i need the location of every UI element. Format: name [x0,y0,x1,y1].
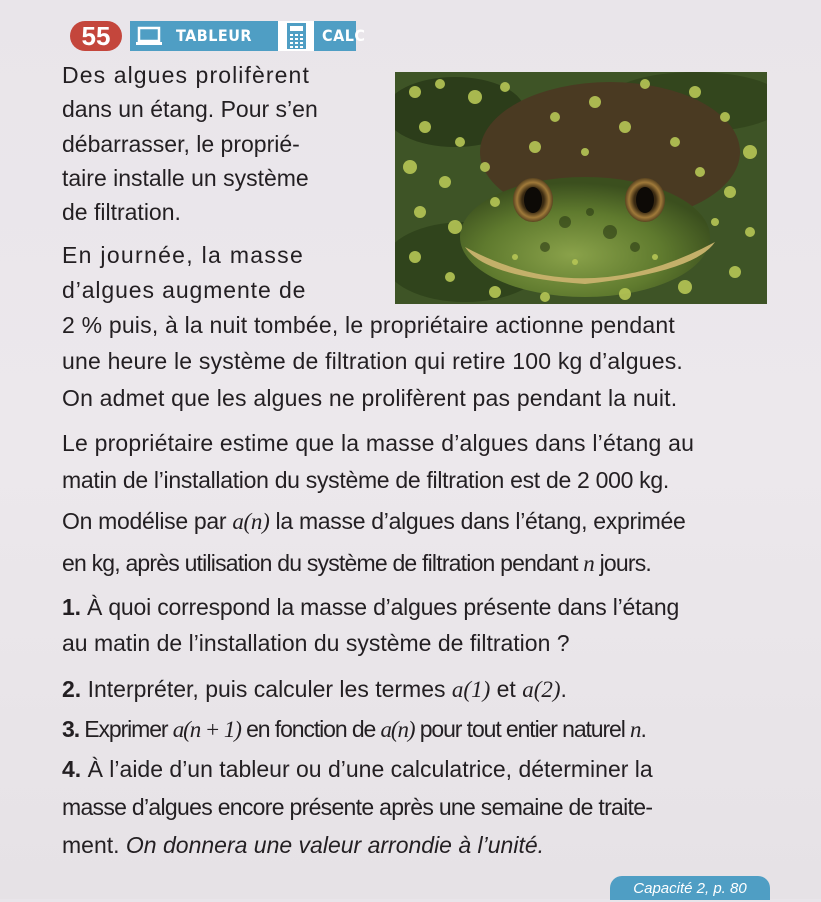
term-a-n: a(n) [380,717,415,742]
frog-photo [395,72,767,304]
intro-line-2: dans un étang. Pour s’en [62,96,318,122]
intro-line-10: On admet que les algues ne prolifèrent pas pendant la nuit. [62,385,678,411]
intro-line-5: de filtration. [62,199,181,225]
tool-tableur-badge [130,21,278,51]
exercise-number-badge: 55 [70,21,122,51]
question-3-number: 3. [62,716,79,742]
intro-line-4: taire installe un système [62,165,309,191]
tool-tableur-label: TABLEUR [176,26,252,45]
question-1-text: À quoi correspond la masse d’algues présente dans l’étang [80,594,680,620]
para2-line-1: Le propriétaire estime que la masse d’algues dans l’étang au [62,430,695,456]
para3-line-2-b: jours. [593,550,652,576]
intro-line-9: une heure le système de filtration qui retire 100 kg d’algues. [62,348,683,374]
question-4-line-3 [62,828,544,862]
var-n-natural: n [630,717,641,742]
question-4-line-3-a: ment. [62,832,126,858]
question-3-b: en fonction de [240,716,381,742]
intro-line-8: 2 % puis, à la nuit tombée, le propriétaire actionne pendant [62,312,675,338]
question-3-c: pour tout entier naturel [414,716,631,742]
term-a1: a(1) [451,677,491,702]
para3-line-1-b: la masse d’algues dans l’étang, exprimée [269,508,686,534]
capacity-reference-badge: Capacité 2, p. 80 [610,876,770,900]
term-a2: a(2) [522,677,561,702]
question-1-number: 1. [62,594,81,620]
question-4-text: À l’aide d’un tableur ou d’une calculatrice, déterminer la [81,756,653,782]
question-1-line-1 [62,590,679,624]
question-3-d: . [640,716,646,742]
question-4-number: 4. [62,756,82,782]
question-2-et: et [490,676,523,702]
question-4-line-1 [62,752,653,786]
calculator-icon [278,21,314,51]
term-a-n-plus-1: a(n + 1) [172,717,241,742]
para3-line-2-a: en kg, après utilisation du système de filtration pendant [62,550,584,576]
intro-line-7: d’algues augmente de [62,277,307,303]
var-n: n [583,551,594,576]
var-a-n: a(n) [232,509,270,534]
intro-line-1: Des algues prolifèrent [62,62,310,88]
tool-calc-badge [278,21,366,51]
laptop-icon [130,21,168,51]
question-3 [62,712,646,747]
para2-line-2: matin de l’installation du système de filtration est de 2 000 kg. [62,467,669,493]
para3-line-1-a: On modélise par [62,508,233,534]
question-2-end: . [560,676,567,702]
intro-line-6: En journée, la masse [62,242,305,268]
tool-calc-label: CALC [322,26,366,45]
question-2-text: Interpréter, puis calculer les termes [81,676,452,702]
question-1-line-2: au matin de l’installation du système de filtration ? [62,630,570,656]
para3-line-2 [62,546,651,581]
para3-line-1 [62,504,685,539]
question-4-note: On donnera une valeur arrondie à l’unité. [125,832,545,858]
question-4-line-2: masse d’algues encore présente après une semaine de traite- [62,794,653,820]
intro-line-3: débarrasser, le proprié- [62,131,300,157]
question-3-a: Exprimer [78,716,173,742]
question-2 [62,672,567,707]
question-2-number: 2. [62,676,82,702]
